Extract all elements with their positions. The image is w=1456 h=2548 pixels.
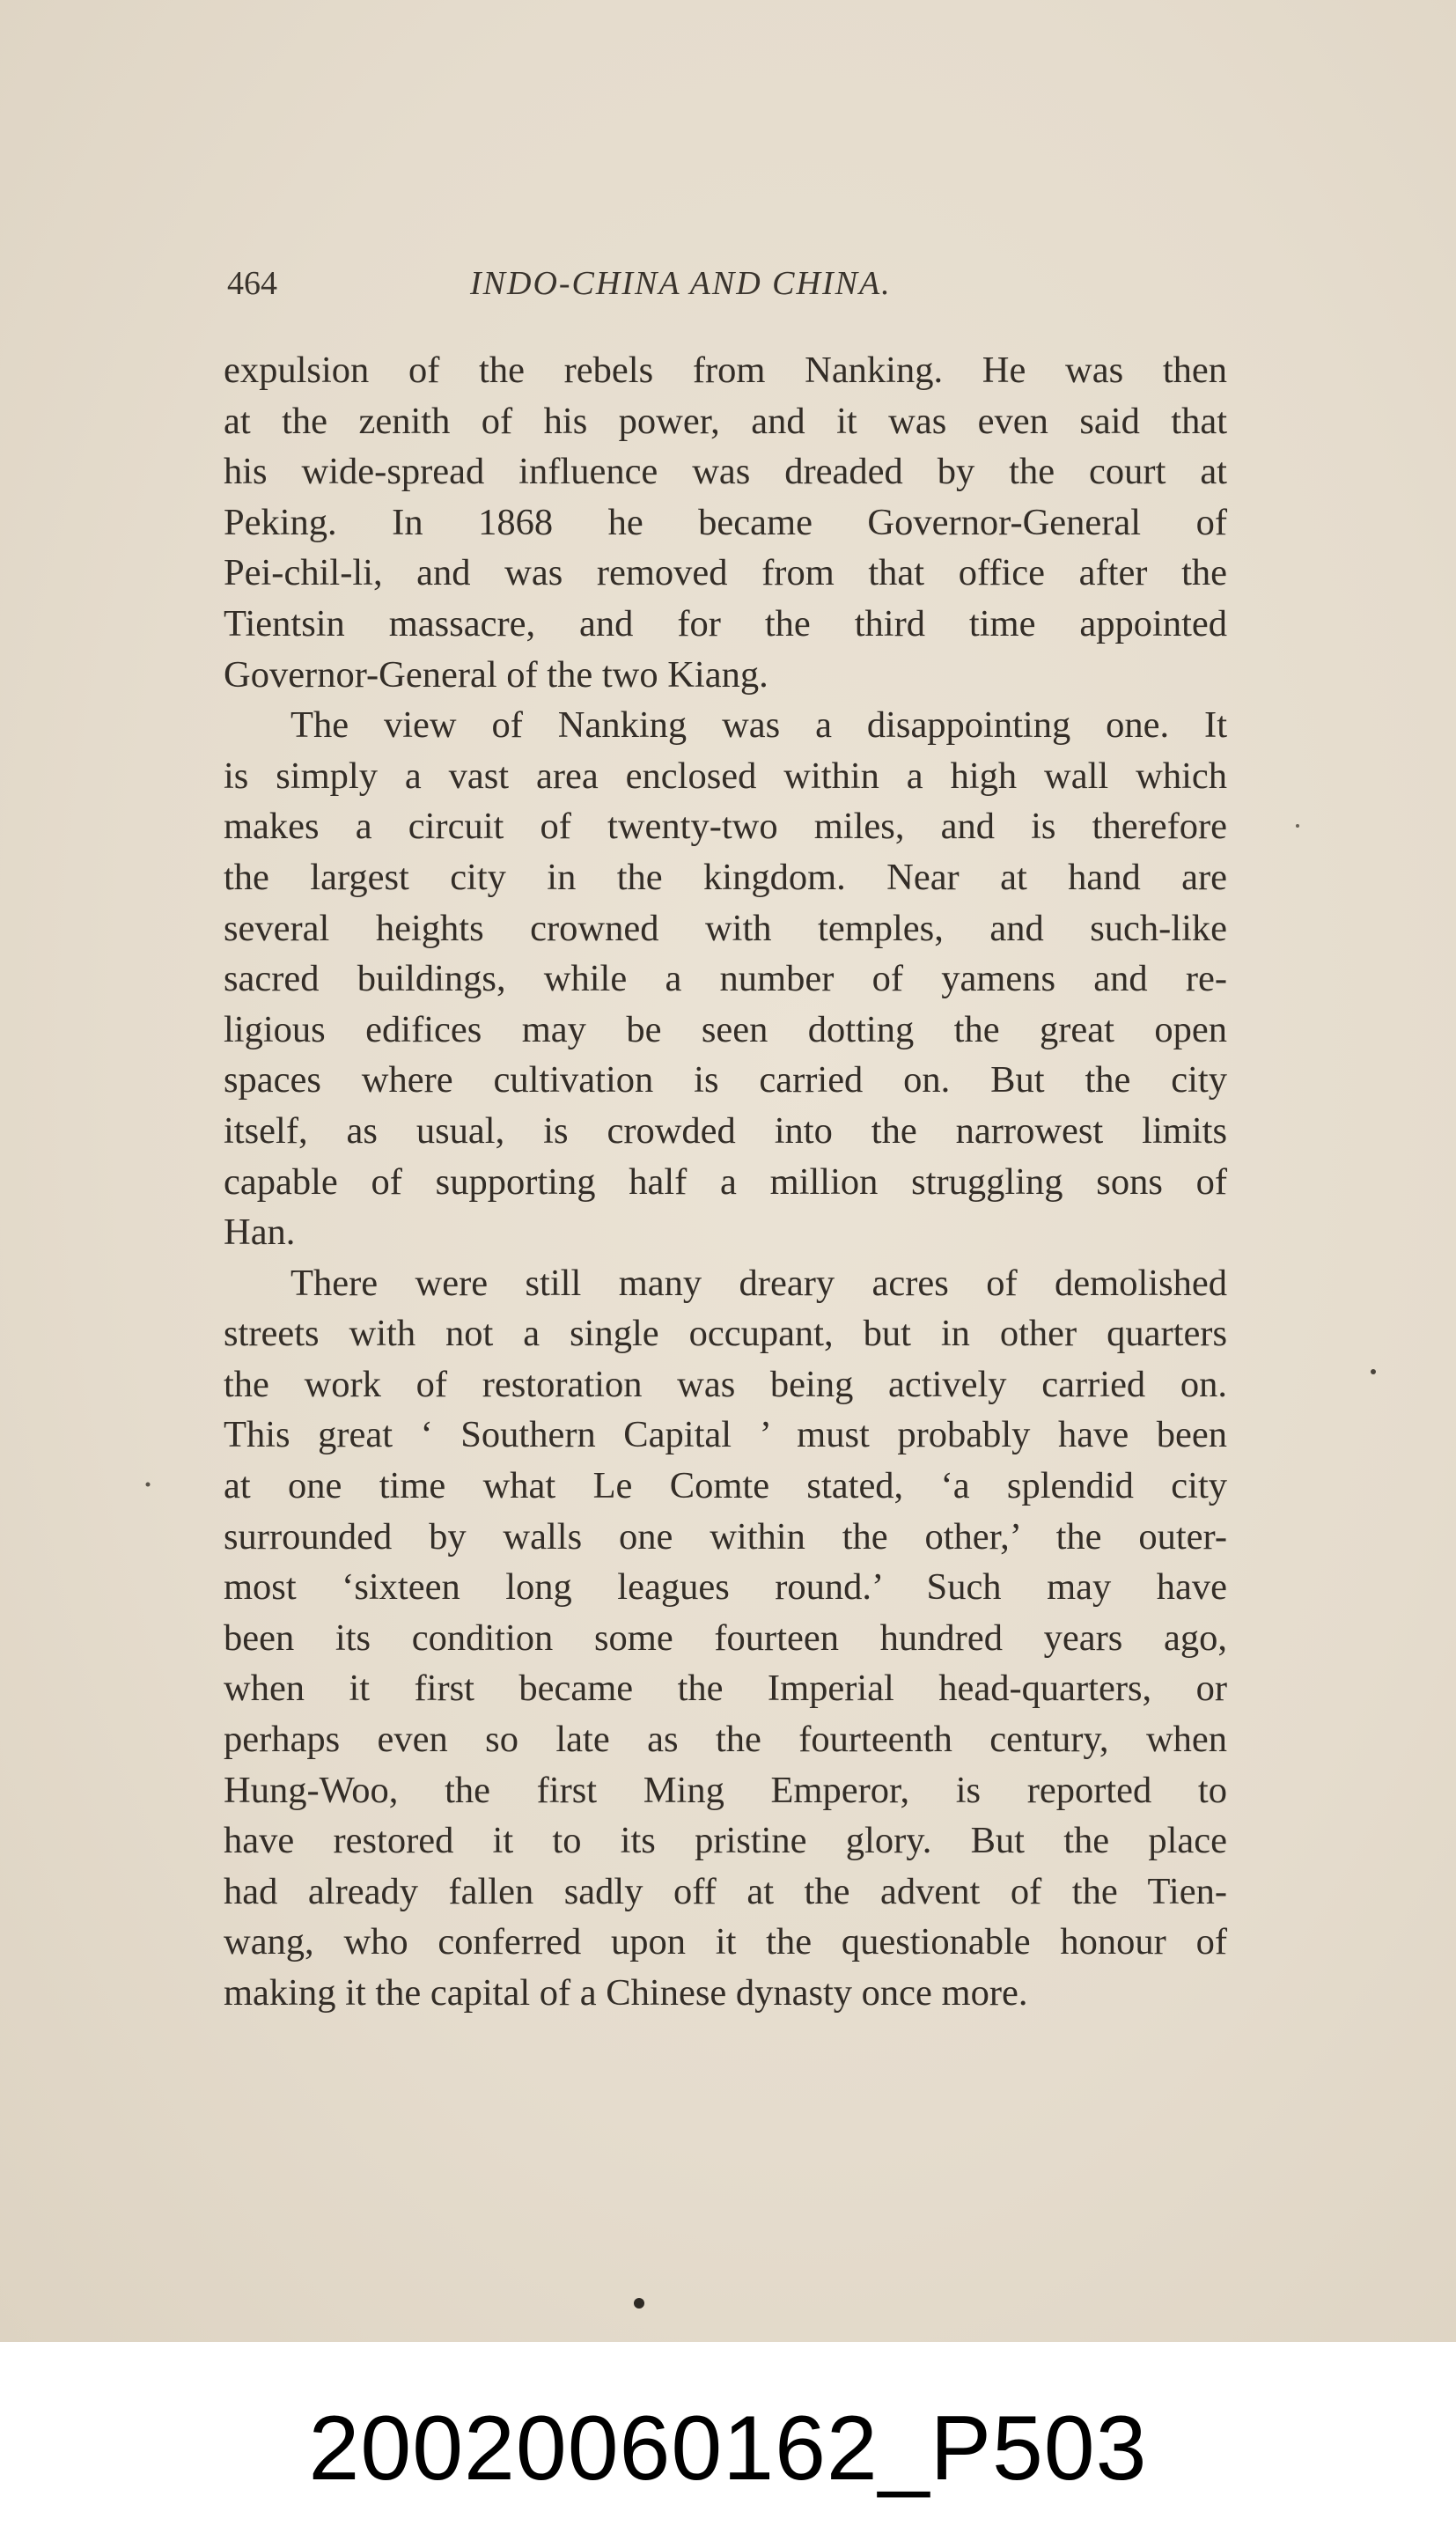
ink-speck: [1296, 824, 1299, 828]
page-number: 464: [227, 265, 277, 302]
text-line: makes a circuit of twenty-two miles, and is therefore: [224, 806, 1227, 848]
text-line: There were still many dreary acres of demolished: [290, 1262, 1227, 1304]
text-line: surrounded by walls one within the other,’ the outer-: [224, 1515, 1227, 1558]
text-line: Tientsin massacre, and for the third time appointed: [224, 602, 1227, 644]
text-line: the work of restoration was being actively carried on.: [224, 1363, 1227, 1405]
text-line: his wide-spread influence was dreaded by the court at: [224, 451, 1227, 493]
text-line: ligious edifices may be seen dotting the great open: [224, 1008, 1227, 1050]
text-line: Hung-Woo, the first Ming Emperor, is reported to: [224, 1769, 1227, 1811]
text-line: spaces where cultivation is carried on. But the city: [224, 1059, 1227, 1101]
text-line: perhaps even so late as the fourteenth century, when: [224, 1719, 1227, 1761]
text-line: making it the capital of a Chinese dynasty once more.: [224, 1972, 1028, 2014]
text-line: had already fallen sadly off at the advent of the Tien-: [224, 1870, 1227, 1912]
file-identifier: 20020060162_P503: [308, 2397, 1148, 2500]
ink-speck: [1371, 1369, 1376, 1374]
text-line: several heights crowned with temples, and such-like: [224, 907, 1227, 949]
text-line: been its condition some fourteen hundred years ago,: [224, 1616, 1227, 1659]
text-line: streets with not a single occupant, but in other quarters: [224, 1313, 1227, 1355]
text-line: have restored it to its pristine glory. But the place: [224, 1820, 1227, 1862]
file-label-strip: [0, 2342, 1456, 2548]
text-line: when it first became the Imperial head-quarters, or: [224, 1668, 1227, 1710]
text-line: capable of supporting half a million struggling sons of: [224, 1160, 1227, 1203]
text-line: Han.: [224, 1211, 296, 1254]
text-line: at the zenith of his power, and it was even said that: [224, 400, 1227, 442]
text-line: most ‘sixteen long leagues round.’ Such may have: [224, 1566, 1227, 1609]
text-line: The view of Nanking was a disappointing one. It: [290, 704, 1227, 747]
text-line: wang, who conferred upon it the questionable honour of: [224, 1921, 1227, 1963]
ink-speck: [146, 1483, 151, 1487]
text-line: itself, as usual, is crowded into the narrowest limits: [224, 1109, 1227, 1152]
text-line: is simply a vast area enclosed within a high wall which: [224, 755, 1227, 797]
text-line: Governor-General of the two Kiang.: [224, 653, 768, 696]
text-line: Pei-chil-li, and was removed from that office after the: [224, 552, 1227, 594]
text-line: This great ‘ Southern Capital ’ must probably have been: [224, 1414, 1227, 1456]
text-line: Peking. In 1868 he became Governor-General of: [224, 501, 1227, 543]
ink-speck: [634, 2298, 644, 2309]
text-line: expulsion of the rebels from Nanking. He was then: [224, 350, 1227, 391]
running-title: INDO-CHINA AND CHINA.: [470, 265, 892, 302]
text-line: sacred buildings, while a number of yamens and re-: [224, 958, 1227, 1000]
text-line: at one time what Le Comte stated, ‘a splendid city: [224, 1465, 1227, 1507]
text-line: the largest city in the kingdom. Near at hand are: [224, 856, 1227, 898]
